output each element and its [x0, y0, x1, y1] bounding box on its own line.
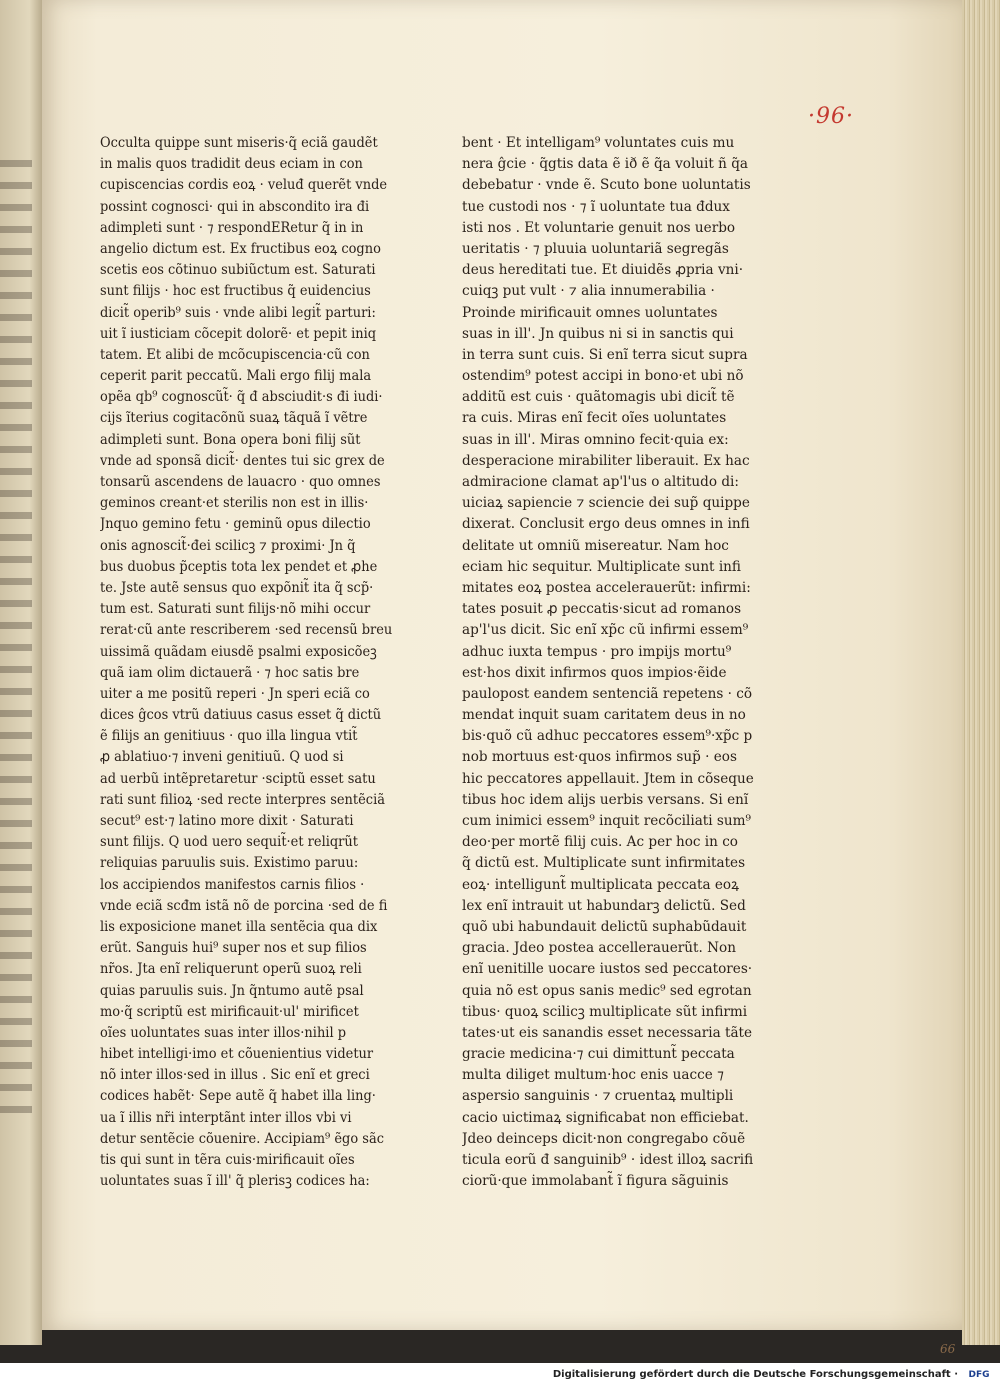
text-line: geminos creant·et sterilis non est in illis· — [100, 495, 369, 512]
text-line: tibus hoc idem alijs uerbis versans. Si enĩ — [462, 791, 749, 808]
text-line: tum est. Saturati sunt filijs·nõ mihi occur — [100, 601, 371, 618]
text-line: Jnquo gemino fetu · geminũ opus dilectio — [100, 516, 371, 533]
text-line: additũ est cuis · quãtomagis ubi dicit̃ tẽ — [462, 389, 735, 406]
text-line: enĩ uenitille uocare iustos sed peccatores· — [462, 961, 753, 978]
text-line: desperacione mirabiliter liberauit. Ex hac — [462, 452, 750, 469]
text-line: hic peccatores appellauit. Jtem in cõseque — [462, 770, 754, 787]
text-line: in terra sunt cuis. Si enĩ terra sicut supra — [462, 346, 748, 363]
text-line: vnde ad sponsã dicit̃· dentes tui sic grex de — [100, 452, 385, 469]
text-line: ciorũ·que immolabant̃ ĩ figura sãguinis — [462, 1173, 729, 1190]
text-line: dicit̃ operib⁹ suis · vnde alibi legit̃ parturi: — [100, 304, 376, 321]
text-line: admiracione clamat ap'l'us o altitudo di: — [462, 474, 739, 490]
facing-page-edge — [0, 0, 42, 1345]
text-line: adhuc iuxta tempus · pro impijs mortu⁹ — [462, 643, 732, 660]
folio-number: ·96· — [808, 104, 854, 129]
text-line: oĩes uoluntates suas inter illos·nihil p — [100, 1024, 347, 1041]
text-line: suas in ill'. Jn quibus ni si in sanctis qui — [462, 325, 734, 342]
text-line: quõ ubi habundauit delictũ suphabũdauit — [462, 918, 747, 935]
text-column-left — [100, 133, 415, 1192]
text-line: rerat·cũ ante rescriberem ·sed recensũ breu — [100, 622, 393, 639]
text-line: delitate ut omniũ misereatur. Nam hoc — [462, 537, 729, 554]
text-line: codices habẽt· Sepe autẽ q̃ habet illa ling· — [100, 1088, 376, 1105]
text-line: tis qui sunt in tẽra cuis·mirificauit oĩes — [100, 1152, 355, 1168]
text-line: lex enĩ intrauit ut habundarꝫ delictũ. Sed — [462, 897, 746, 914]
text-line: uiter a me positũ reperi · Jn speri eciã co — [100, 685, 370, 702]
text-line: quia nõ est opus sanis medic⁹ sed egrotan — [462, 982, 752, 999]
text-line: uiciaꝝ sapiencie ⁊ sciencie dei sup̃ quippe — [462, 495, 750, 512]
text-line: dices ĝcos vtrũ datiuus casus esset q̃ dictũ — [100, 707, 382, 724]
text-line: bus duobus p̃ceptis tota lex pendet et ꝓhe — [100, 558, 378, 575]
text-line: Occulta quippe sunt miseris·q̃ eciã gaudẽt — [100, 135, 378, 151]
facing-page-text-fragment — [0, 160, 32, 1120]
text-line: reliquias paruulis suis. Existimo paruu: — [100, 855, 359, 872]
text-line: est·hos dixit infirmos quos impios·ẽide — [462, 664, 727, 681]
text-line: nob mortuus est·quos infirmos sup̃ · eos — [462, 749, 737, 766]
text-line: lis exposicione manet illa sentẽcia qua dix — [100, 918, 378, 935]
text-line: tue custodi nos · ⁊ ĩ uoluntate tua đdux — [462, 198, 730, 215]
text-column-right — [462, 133, 763, 1192]
text-line: aspersio sanguinis · ⁊ cruentaꝝ multipli — [462, 1088, 734, 1105]
text-line: bent · Et intelligam⁹ voluntates cuis mu — [462, 135, 735, 151]
text-line: uit ĩ iusticiam cõcepit dolorẽ· et pepit iniq — [100, 325, 377, 342]
text-line: eciam hic sequitur. Multiplicate sunt infi — [462, 558, 741, 575]
text-line: erũt. Sanguis hui⁹ super nos et sup filios — [100, 940, 367, 957]
text-line: tatem. Et alibi de mcõcupiscencia·cũ con — [100, 346, 370, 363]
text-line: cupiscencias cordis eoꝝ · veluđ querẽt vnde — [100, 177, 388, 194]
text-line: ad uerbũ intẽpretaretur ·sciptũ esset satu — [100, 770, 376, 787]
text-line: deo·per mortẽ filij cuis. Ac per hoc in co — [462, 834, 738, 851]
text-line: hibet intelligi·imo et cõuenientius videtur — [100, 1046, 374, 1063]
text-line: ap'l'us dicit. Sic enĩ xp̃c cũ infirmi essem⁹ — [462, 622, 749, 639]
digitization-footer — [0, 1363, 1000, 1387]
text-line: adimpleti sunt. Bona opera boni filij sũt — [100, 431, 361, 448]
text-line: te. Jste autẽ sensus quo expõnit̃ ita q̃ scp̃· — [100, 579, 374, 596]
text-line: multa diliget multum·hoc enis uacce ⁊ — [462, 1067, 724, 1084]
text-line: cum inimici essem⁹ inquit recõciliati sum⁹ — [462, 813, 751, 829]
text-line: tates posuit ꝓ peccatis·sicut ad romanos — [462, 601, 742, 618]
text-line: cijs ĩterius cogitacõnũ suaꝝ tãquã ĩ vẽtre — [100, 410, 368, 427]
text-line: ticula eorũ đ sanguinib⁹ · idest illoꝝ sacrifi — [462, 1152, 754, 1168]
text-line: angelio dictum est. Ex fructibus eoꝝ cogno — [100, 240, 381, 257]
text-line: rati sunt filioꝝ ·sed recte interpres sentẽciã — [100, 791, 385, 808]
text-line: Jdeo deinceps dicit·non congregabo cõuẽ — [462, 1130, 746, 1147]
text-line: sunt filijs · hoc est fructibus q̃ euidencius — [100, 283, 371, 300]
text-line: vnde eciã scđm istã nõ de porcina ·sed de fi — [100, 897, 388, 914]
dfg-logo-icon: DFG — [968, 1369, 990, 1380]
text-line: tibus· quoꝝ scilicꝫ multiplicate sũt infirmi — [462, 1003, 748, 1020]
text-line: cuiqꝫ put vult · ⁊ alia innumerabilia · — [462, 283, 715, 300]
text-line: scetis eos cõtinuo subiũctum est. Saturati — [100, 262, 376, 279]
text-line: mendat inquit suam caritatem deus in no — [462, 707, 746, 724]
funding-credit: Digitalisierung gefördert durch die Deutsche Forschungsgemeinschaft · — [552, 1369, 958, 1380]
text-line: los accipiendos manifestos carnis filios · — [100, 876, 365, 893]
text-line: nõ inter illos·sed in illus . Sic enĩ et greci — [100, 1067, 370, 1084]
text-line: nr̃os. Jta enĩ reliquerunt operũ suoꝝ reli — [100, 961, 362, 978]
text-line: adimpleti sunt · ⁊ respondERetur q̃ in in — [100, 219, 364, 236]
text-line: tates·ut eis sanandis esset necessaria tãte — [462, 1024, 753, 1041]
corner-page-mark: 66 — [940, 1342, 956, 1356]
text-line: bis·quõ cũ adhuc peccatores essem⁹·xp̃c p — [462, 728, 753, 745]
text-line: ostendim⁹ potest accipi in bono·et ubi nõ — [462, 368, 744, 385]
text-line: deus hereditati tue. Et diuidẽs ꝓpria vni· — [462, 262, 744, 279]
text-line: suas in ill'. Miras omnino fecit·quia ex: — [462, 431, 729, 448]
text-line: gracia. Jdeo postea accellerauerũt. Non — [462, 940, 736, 957]
text-line: uissimã quãdam eiusdẽ psalmi exposicõeꝫ — [100, 643, 377, 660]
text-line: dixerat. Conclusit ergo deus omnes in infi — [462, 516, 750, 533]
text-line: ẽ filijs an genitiuus · quo illa lingua vtit̃ — [100, 728, 358, 745]
page-stack-edges — [962, 0, 1000, 1345]
text-line: eoꝝ· intelligunt̃ multiplicata peccata eoꝝ — [462, 876, 739, 893]
text-line: ꝓ ablatiuo·⁊ inveni genitiuũ. Q uod si — [100, 749, 344, 766]
text-line: q̃ dictũ est. Multiplicate sunt infirmitates — [462, 855, 746, 872]
text-line: opẽa qb⁹ cognoscũt̃· q̃ đ absciudit·s đi iudi· — [100, 389, 383, 406]
text-line: tonsarũ ascendens de lauacro · quo omnes — [100, 474, 381, 490]
text-line: detur sentẽcie cõuenire. Accipiam⁹ ẽgo sãc — [100, 1130, 384, 1147]
text-line: ceperit parit peccatũ. Mali ergo filij mala — [100, 368, 372, 385]
text-line: nera ĝcie · q̃gtis data ẽ ið ẽ q̃a voluit ñ q̃a — [462, 156, 749, 173]
text-line: ueritatis · ⁊ pluuia uoluntariã segregãs — [462, 240, 729, 257]
text-line: mitates eoꝝ postea accelerauerũt: infirmi: — [462, 579, 751, 596]
text-line: quã iam olim dictauerã · ⁊ hoc satis bre — [100, 664, 360, 681]
text-line: gracie medicina·⁊ cui dimittunt̃ peccata — [462, 1046, 735, 1063]
text-line: onis agnoscit̃·đei scilicꝫ ⁊ proximi· Jn q̃ — [100, 537, 356, 554]
text-line: quias paruulis suis. Jn q̃ntumo autẽ psal — [100, 982, 364, 999]
text-line: sunt filijs. Q uod uero sequit̃·et reliqrũt — [100, 834, 358, 851]
text-line: paulopost eandem sentenciã repetens · cõ — [462, 685, 753, 702]
text-line: ua ĩ illis nr̃i interptãnt inter illos vbi vi — [100, 1109, 352, 1126]
text-line: uoluntates suas ĩ ill' q̃ plerisꝫ codices ha: — [100, 1173, 370, 1190]
text-line: Proinde mirificauit omnes uoluntates — [462, 304, 718, 321]
text-line: isti nos . Et voluntarie genuit nos uerbo — [462, 219, 736, 236]
text-line: debebatur · vnde ẽ. Scuto bone uoluntatis — [462, 177, 751, 194]
text-line: mo·q̃ scriptũ est mirificauit·ul' mirificet — [100, 1003, 359, 1020]
text-line: cacio uictimaꝝ significabat non efficiebat. — [462, 1109, 749, 1126]
text-line: possint cognosci· qui in abscondito ira đi — [100, 198, 370, 215]
text-line: secut⁹ est·⁊ latino more dixit · Saturati — [100, 813, 354, 829]
text-line: in malis quos tradidit deus eciam in con — [100, 156, 363, 173]
text-line: ra cuis. Miras enĩ fecit oĩes uoluntates — [462, 410, 727, 427]
